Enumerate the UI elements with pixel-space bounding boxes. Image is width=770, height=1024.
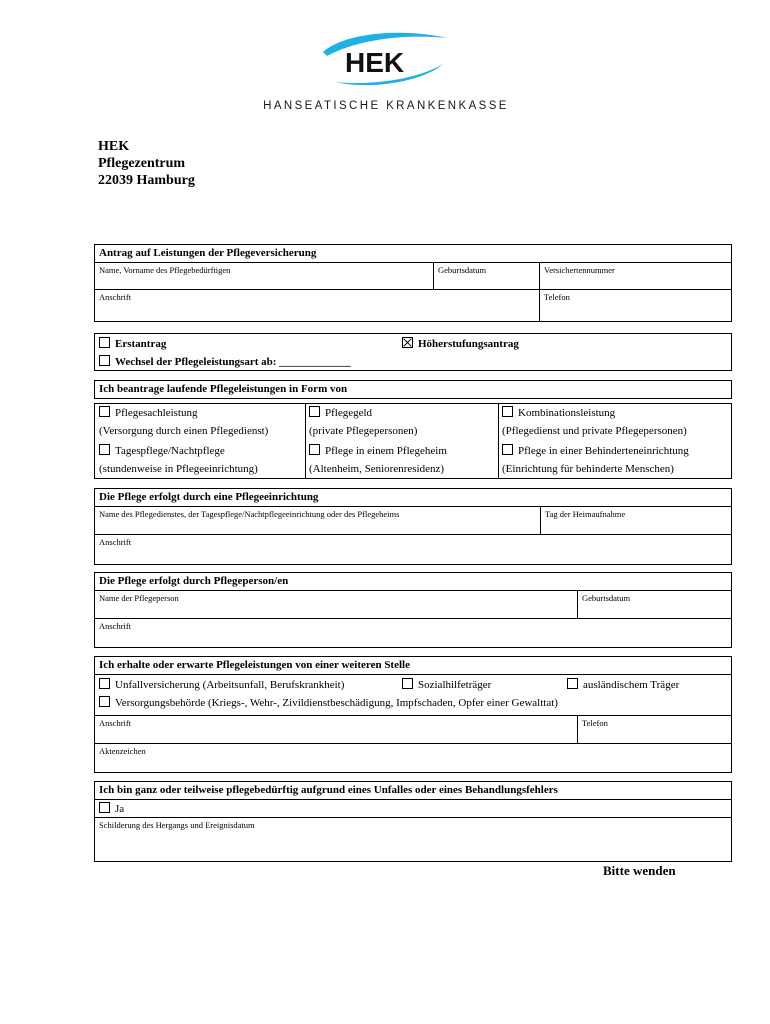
accident-insurance-checkbox[interactable] xyxy=(99,678,110,689)
care-person-row-1 xyxy=(95,591,731,619)
combination-desc: (Pflegedienst und private Pflegepersonen) xyxy=(502,425,687,437)
facility-row-1 xyxy=(95,507,731,535)
facility-name-field[interactable] xyxy=(95,507,540,534)
applicant-phone-label: Telefon xyxy=(544,292,570,302)
care-person-row-2 xyxy=(95,619,731,647)
provider-phone-field[interactable] xyxy=(577,716,731,743)
option-combination[interactable] xyxy=(498,404,619,421)
care-allowance-checkbox[interactable] xyxy=(309,406,320,417)
facility-address-field[interactable] xyxy=(95,535,731,564)
change-type-checkbox[interactable] xyxy=(99,355,110,366)
option-first-application[interactable] xyxy=(99,337,166,350)
option-foreign-provider[interactable] xyxy=(567,678,679,691)
option-social-welfare[interactable] xyxy=(402,678,491,691)
section-care-person-title: Die Pflege erfolgt durch Pflegeperson/en xyxy=(95,573,731,591)
provider-phone-label: Telefon xyxy=(582,718,608,728)
applicant-row-1 xyxy=(95,263,731,290)
care-person-dob-label: Geburtsdatum xyxy=(582,593,631,603)
section-accident-title: Ich bin ganz oder teilweise pflegebedürftig aufgrund eines Unfalles oder eines Behandlungsfehlers xyxy=(95,782,731,800)
combination-checkbox[interactable] xyxy=(502,406,513,417)
option-nursing-home[interactable] xyxy=(305,442,451,459)
option-upgrade-application[interactable] xyxy=(402,337,519,350)
first-application-label: Erstantrag xyxy=(115,338,167,350)
care-allowance-label: Pflegegeld xyxy=(325,407,373,419)
disability-facility-desc: (Einrichtung für behinderte Menschen) xyxy=(502,463,674,475)
option-change-type[interactable] xyxy=(99,355,351,368)
admission-date-field[interactable] xyxy=(540,507,731,534)
day-night-care-label: Tagespflege/Nachtpflege xyxy=(115,445,225,457)
file-number-field[interactable] xyxy=(95,744,731,772)
section-applicant-title: Antrag auf Leistungen der Pflegeversicherung xyxy=(95,245,731,263)
section-other-provider xyxy=(94,656,732,773)
care-person-name-label: Name der Pflegeperson xyxy=(99,593,179,603)
section-accident xyxy=(94,781,732,862)
provider-address-field[interactable] xyxy=(95,716,577,743)
accident-yes-row xyxy=(95,800,731,818)
first-application-checkbox[interactable] xyxy=(99,337,110,348)
care-person-address-label: Anschrift xyxy=(99,621,132,631)
foreign-provider-label: ausländischem Träger xyxy=(583,679,680,691)
facility-name-label: Name des Pflegedienstes, der Tagespflege/Nachtpflegeeinrichtung oder des Pflegeheims xyxy=(99,509,400,519)
accident-yes-checkbox[interactable] xyxy=(99,802,110,813)
care-person-dob-field[interactable] xyxy=(577,591,731,618)
foreign-provider-checkbox[interactable] xyxy=(567,678,578,689)
nursing-home-desc: (Altenheim, Seniorenresidenz) xyxy=(309,463,445,475)
social-welfare-checkbox[interactable] xyxy=(402,678,413,689)
nursing-service-desc: (Versorgung durch einen Pflegedienst) xyxy=(99,425,269,437)
option-pension-authority[interactable] xyxy=(99,696,558,709)
option-accident-yes[interactable] xyxy=(99,802,124,815)
option-accident-insurance[interactable] xyxy=(99,678,344,691)
pension-authority-label: Versorgungsbehörde (Kriegs-, Wehr-, Zivildienstbeschädigung, Impfschaden, Opfer einer Gewalttat) xyxy=(115,697,558,709)
applicant-address-field[interactable] xyxy=(95,290,539,321)
nursing-service-label: Pflegesachleistung xyxy=(115,407,198,419)
address-line-1: HEK xyxy=(98,139,130,154)
disability-facility-checkbox[interactable] xyxy=(502,444,513,455)
benefit-options-grid xyxy=(94,403,732,479)
hek-logo-mark xyxy=(315,30,455,90)
provider-row-address xyxy=(95,716,731,744)
applicant-dob-label: Geburtsdatum xyxy=(438,265,487,275)
facility-row-2 xyxy=(95,535,731,564)
address-line-3: 22039 Hamburg xyxy=(98,173,195,188)
recipient-address xyxy=(98,138,195,189)
nursing-home-checkbox[interactable] xyxy=(309,444,320,455)
applicant-row-2 xyxy=(95,290,731,321)
upgrade-application-label: Höherstufungsantrag xyxy=(418,338,519,350)
please-turn-over: Bitte wenden xyxy=(603,863,676,878)
provider-address-label: Anschrift xyxy=(99,718,132,728)
insurance-number-label: Versichertennummer xyxy=(544,265,615,275)
applicant-name-field[interactable] xyxy=(95,263,433,289)
accident-desc-row xyxy=(95,818,731,861)
accident-description-field[interactable] xyxy=(95,818,731,861)
section-applicant xyxy=(94,244,732,322)
social-welfare-label: Sozialhilfeträger xyxy=(418,679,492,691)
nursing-home-label: Pflege in einem Pflegeheim xyxy=(325,445,447,457)
nursing-service-checkbox[interactable] xyxy=(99,406,110,417)
application-type-box xyxy=(94,333,732,371)
applicant-dob-field[interactable] xyxy=(433,263,539,289)
combination-label: Kombinationsleistung xyxy=(518,407,616,419)
section-care-person xyxy=(94,572,732,648)
accident-insurance-label: Unfallversicherung (Arbeitsunfall, Berufskrankheit) xyxy=(115,679,345,691)
file-number-label: Aktenzeichen xyxy=(99,746,146,756)
care-person-address-field[interactable] xyxy=(95,619,731,647)
change-type-label: Wechsel der Pflegeleistungsart ab: _____________ xyxy=(115,356,351,368)
logo-brand-text: HEK xyxy=(345,47,405,78)
accident-yes-label: Ja xyxy=(115,803,125,815)
section-benefits-title: Ich beantrage laufende Pflegeleistungen in Form von xyxy=(99,383,348,395)
address-line-2: Pflegezentrum xyxy=(98,156,186,171)
disability-facility-label: Pflege in einer Behinderteneinrichtung xyxy=(518,445,689,457)
facility-address-label: Anschrift xyxy=(99,537,132,547)
option-disability-facility[interactable] xyxy=(498,442,693,459)
accident-description-label: Schilderung des Hergangs und Ereignisdatum xyxy=(99,820,255,830)
provider-options-row xyxy=(95,675,731,716)
logo-subtitle: HANSEATISCHE KRANKENKASSE xyxy=(263,100,509,112)
hek-logo xyxy=(255,30,517,120)
section-care-facility xyxy=(94,488,732,565)
pension-authority-checkbox[interactable] xyxy=(99,696,110,707)
applicant-name-label: Name, Vorname des Pflegebedürftigen xyxy=(99,265,231,275)
applicant-address-label: Anschrift xyxy=(99,292,132,302)
admission-date-label: Tag der Heimaufnahme xyxy=(545,509,626,519)
option-day-night-care[interactable] xyxy=(95,442,229,459)
care-allowance-desc: (private Pflegepersonen) xyxy=(309,425,418,437)
section-care-facility-title: Die Pflege erfolgt durch eine Pflegeeinrichtung xyxy=(95,489,731,507)
section-other-provider-title: Ich erhalte oder erwarte Pflegeleistungen von einer weiteren Stelle xyxy=(95,657,731,675)
insurance-number-field[interactable] xyxy=(539,263,731,289)
provider-row-file xyxy=(95,744,731,772)
option-care-allowance[interactable] xyxy=(305,404,376,421)
applicant-phone-field[interactable] xyxy=(539,290,731,321)
section-benefits-header xyxy=(94,380,732,399)
option-nursing-service[interactable] xyxy=(95,404,201,421)
upgrade-application-checkbox[interactable] xyxy=(402,337,413,348)
day-night-care-checkbox[interactable] xyxy=(99,444,110,455)
day-night-care-desc: (stundenweise in Pflegeeinrichtung) xyxy=(99,463,258,475)
care-person-name-field[interactable] xyxy=(95,591,577,618)
